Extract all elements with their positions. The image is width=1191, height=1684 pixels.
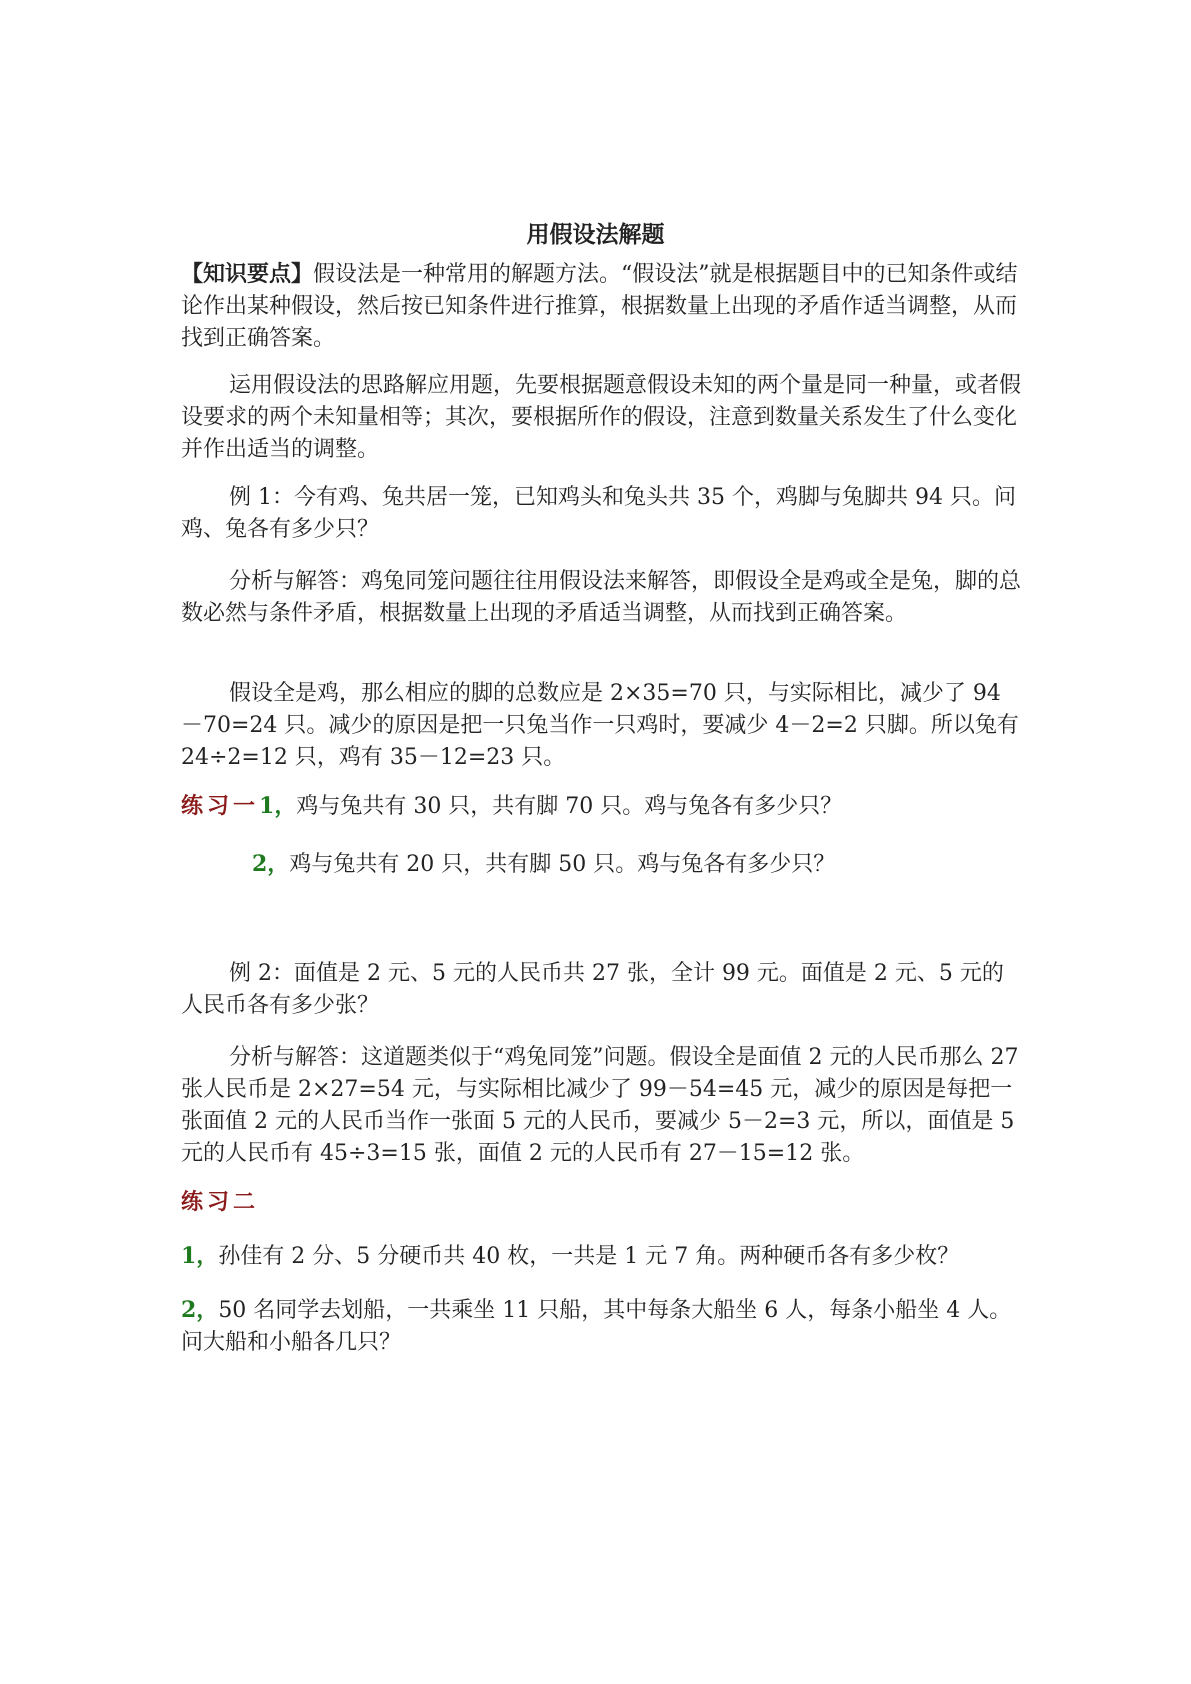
example2-question: 例 2：面值是 2 元、5 元的人民币共 27 张，全计 99 元。面值是 2 元、5 元的人民币各有多少张？ xyxy=(181,961,1004,1018)
practice1-item-2 xyxy=(252,848,1021,881)
practice2-item-2-number: 2， xyxy=(181,1297,219,1323)
practice2-heading-line xyxy=(181,1186,1021,1219)
practice2-item-1-text: 孙佳有 2 分、5 分硬币共 40 枚，一共是 1 元 7 角。两种硬币各有多少枚？ xyxy=(218,1244,960,1269)
example2-analysis: 分析与解答：这道题类似于“鸡兔同笼”问题。假设全是面值 2 元的人民币那么 27 张人民币是 2×27=54 元，与实际相比减少了 99－54=45 元，减少的原因是每把一张面值 2 元的人民币当作一张面 5 元的人民币，要减少 5－2=3 元，所以，面值是 5 元的人民币有 45÷3=15 张，面值 2 元的人民币有 27－15=12 张。 xyxy=(181,1045,1019,1166)
knowledge-points-text: 假设法是一种常用的解题方法。“假设法”就是根据题目中的已知条件或结论作出某种假设，然后按已知条件进行推算，根据数量上出现的矛盾作适当调整，从而找到正确答案。 xyxy=(181,262,1018,351)
practice2-item-2 xyxy=(181,1294,1021,1359)
practice2-heading: 练习二 xyxy=(181,1189,260,1215)
method-paragraph: 运用假设法的思路解应用题，先要根据题意假设未知的两个量是同一种量，或者假设要求的两个未知量相等；其次，要根据所作的假设，注意到数量关系发生了什么变化并作出适当的调整。 xyxy=(181,373,1022,462)
knowledge-points-paragraph xyxy=(181,258,1021,355)
practice1-heading: 练习一 xyxy=(181,793,260,819)
practice1-item-2-text: 鸡与兔共有 20 只，共有脚 50 只。鸡与兔各有多少只？ xyxy=(289,852,836,877)
practice2-item-2-text: 50 名同学去划船，一共乘坐 11 只船，其中每条大船坐 6 人，每条小船坐 4 人。问大船和小船各几只？ xyxy=(181,1298,1012,1355)
practice1-item-2-number: 2， xyxy=(252,851,290,877)
practice2-item-1-number: 1， xyxy=(181,1243,219,1269)
example1-question: 例 1：今有鸡、兔共居一笼，已知鸡头和兔头共 35 个，鸡脚与兔脚共 94 只。问鸡、兔各有多少只？ xyxy=(181,485,1016,542)
knowledge-points-label: 【知识要点】 xyxy=(181,261,314,287)
example1-solution: 假设全是鸡，那么相应的脚的总数应是 2×35=70 只，与实际相比，减少了 94－70=24 只。减少的原因是把一只兔当作一只鸡时，要减少 4－2=2 只脚。所以兔有 24÷2=12 只，鸡有 35－12=23 只。 xyxy=(181,681,1019,770)
example1-analysis: 分析与解答：鸡兔同笼问题往往用假设法来解答，即假设全是鸡或全是兔，脚的总数必然与条件矛盾，根据数量上出现的矛盾适当调整，从而找到正确答案。 xyxy=(181,569,1022,626)
page-title: 用假设法解题 xyxy=(526,221,665,248)
practice1-item-1-text: 鸡与兔共有 30 只，共有脚 70 只。鸡与兔各有多少只？ xyxy=(296,794,843,819)
practice1-item-1-number: 1， xyxy=(259,793,297,819)
practice2-item-1 xyxy=(181,1240,1021,1273)
practice1-item-1 xyxy=(181,790,1021,823)
